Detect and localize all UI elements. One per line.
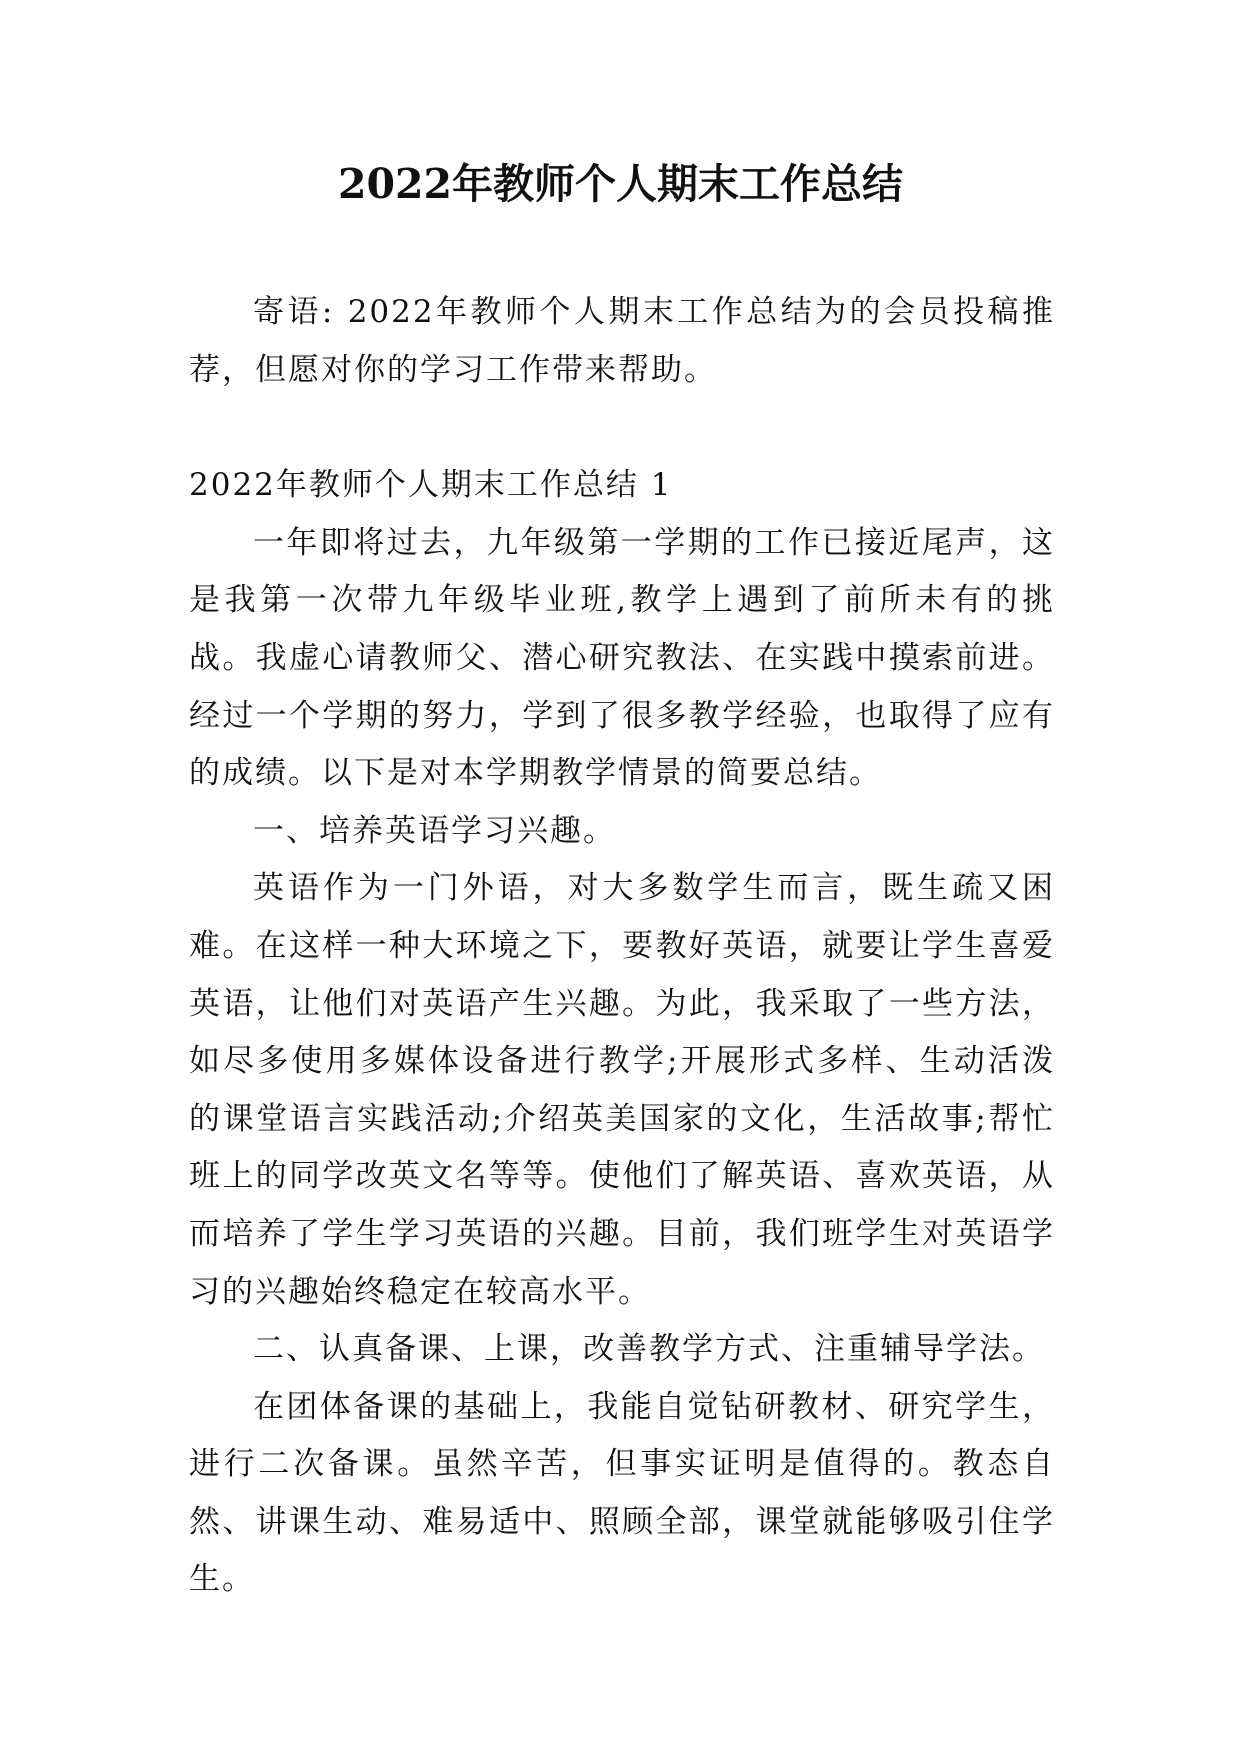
document-title: 2022年教师个人期末工作总结: [337, 160, 904, 208]
document-body: [189, 284, 1055, 1609]
paragraph-2: 一、培养英语学习兴趣。: [253, 812, 616, 849]
paragraph-4: 二、认真备课、上课，改善教学方式、注重辅导学法。: [253, 1331, 1045, 1368]
paragraph-1: 一年即将过去，九年级第一学期的工作已接近尾声，这是我第一次带九年级毕业班,教学上遇到了前所未有的挑战。我虚心请教师父、潜心研究教法、在实践中摸索前进。经过一个学期的努力，学到了很多教学经验，也取得了应有的成绩。以下是对本学期教学情景的简要总结。: [189, 524, 1055, 792]
paragraph-3: 英语作为一门外语，对大多数学生而言，既生疏又困难。在这样一种大环境之下，要教好英语，就要让学生喜爱英语，让他们对英语产生兴趣。为此，我采取了一些方法，如尽多使用多媒体设备进行教学;开展形式多样、生动活泼的课堂语言实践活动;介绍英美国家的文化，生活故事;帮忙班上的同学改英文名等等。使他们了解英语、喜欢英语，从而培养了学生学习英语的兴趣。目前，我们班学生对英语学习的兴趣始终稳定在较高水平。: [189, 870, 1055, 1310]
paragraph-5: 在团体备课的基础上，我能自觉钻研教材、研究学生，进行二次备课。虽然辛苦，但事实证明是值得的。教态自然、讲课生动、难易适中、照顾全部，课堂就能够吸引住学生。: [189, 1388, 1055, 1598]
intro-paragraph: 寄语: 2022年教师个人期末工作总结为的会员投稿推荐，但愿对你的学习工作带来帮助。: [189, 294, 1055, 388]
section-heading: 2022年教师个人期末工作总结 1: [189, 467, 673, 504]
